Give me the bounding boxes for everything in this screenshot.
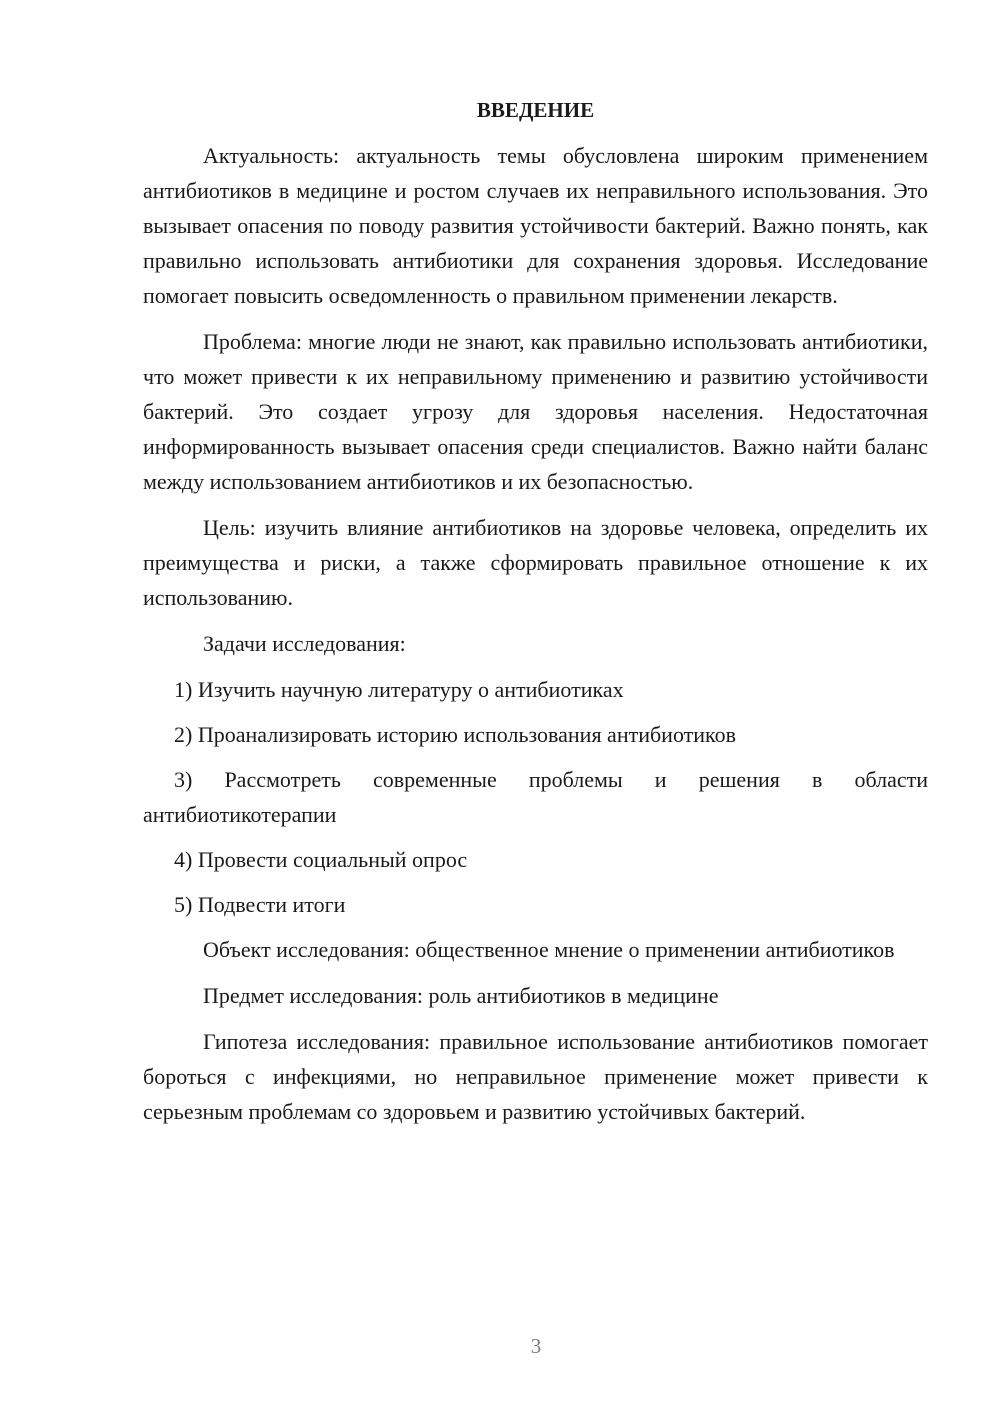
task-item-1: 1) Изучить научную литературу о антибиотиках: [174, 677, 624, 702]
hypothesis-paragraph: Гипотеза исследования: правильное использование антибиотиков помогает бороться с инфекциями, но неправильное применение может привести к серьезным проблемам со здоровьем и развитию устойчивых бактерий.: [143, 1029, 928, 1124]
subject-paragraph: Предмет исследования: роль антибиотиков в медицине: [203, 983, 719, 1008]
relevance-paragraph: Актуальность: актуальность темы обусловлена широким применением антибиотиков в медицине и ростом случаев их неправильного использования. Это вызывает опасения по поводу развития устойчивости бактерий. Важно понять, как правильно использовать антибиотики для сохранения здоровья. Исследование помогает повысить осведомленность о правильном применении лекарств.: [143, 143, 928, 308]
page-number: 3: [530, 1334, 542, 1358]
task-item-3: 3) Рассмотреть современные проблемы и решения в области антибиотикотерапии: [143, 767, 928, 827]
document-page: [143, 96, 928, 1140]
task-item-2: 2) Проанализировать историю использования антибиотиков: [174, 722, 737, 747]
object-paragraph: Объект исследования: общественное мнение о применении антибиотиков: [203, 937, 895, 962]
task-item-4: 4) Провести социальный опрос: [174, 847, 468, 872]
tasks-title: Задачи исследования:: [203, 631, 406, 656]
problem-paragraph: Проблема: многие люди не знают, как правильно использовать антибиотики, что может привести к их неправильному применению и развитию устойчивости бактерий. Это создает угрозу для здоровья населения. Недостаточная информированность вызывает опасения среди специалистов. Важно найти баланс между использованием антибиотиков и их безопасностью.: [143, 329, 928, 494]
task-item-5: 5) Подвести итоги: [174, 892, 346, 917]
section-heading: ВВЕДЕНИЕ: [476, 98, 595, 122]
goal-paragraph: Цель: изучить влияние антибиотиков на здоровье человека, определить их преимущества и риски, а также сформировать правильное отношение к их использованию.: [143, 515, 928, 610]
